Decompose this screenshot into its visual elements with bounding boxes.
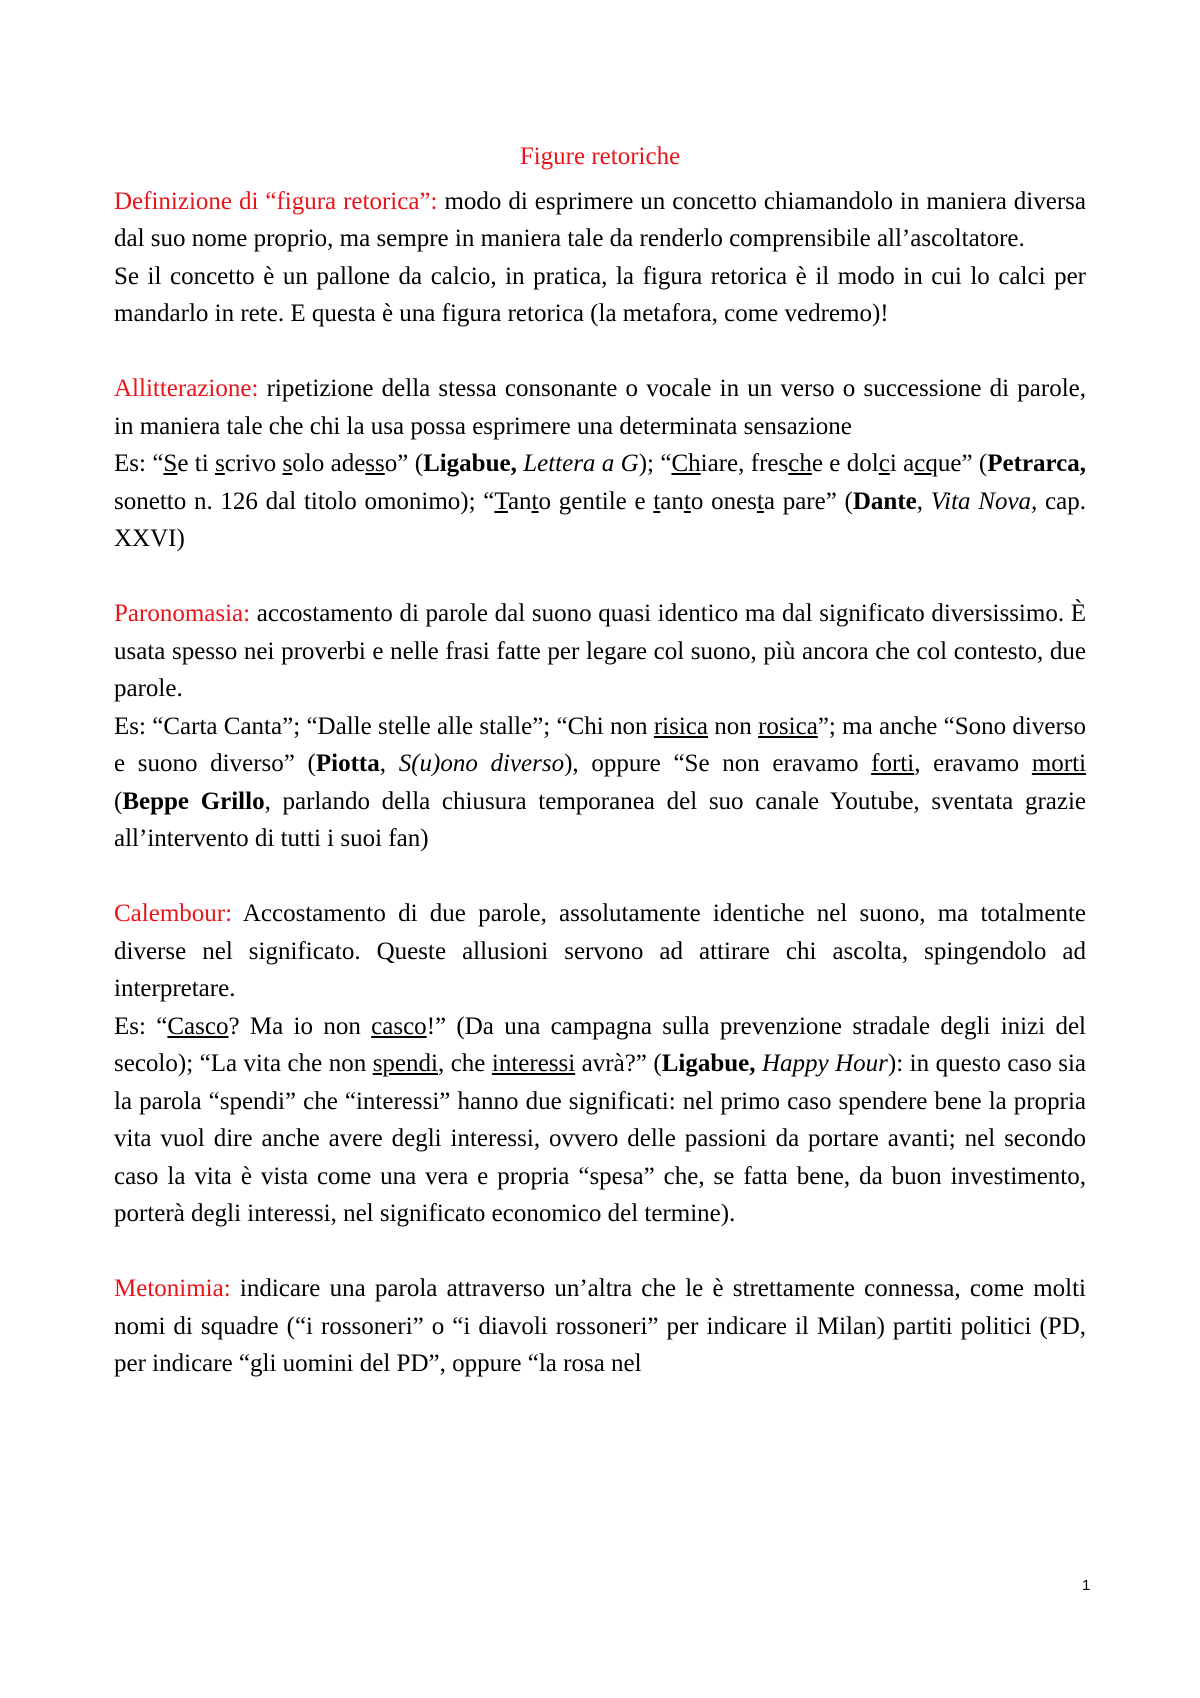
underlined-text: spendi [372,1050,438,1077]
page-number: 1 [1082,1577,1091,1594]
text-run: , parlando della chiusura temporanea del suo canale Youtube, sventata grazie all’intervento di tutti i suoi fan) [114,787,1087,852]
text-run: non [708,712,759,740]
section-paragraph [114,370,1086,445]
text-run: an [507,487,532,515]
term-label: Metonimia: [114,1275,231,1302]
bold-text: Petrarca, [987,450,1087,477]
italic-text: Vita Nova, [930,487,1038,515]
text-run: ripetizione della stessa consonante o vocale in un verso o successione di parole, in maniera tale che chi la usa possa esprimere una determinata sensazione [114,375,1086,440]
underlined-text: morti [1031,750,1087,777]
section-paragraph [114,1270,1086,1383]
underlined-text: s [282,450,293,477]
underlined-text: T [494,487,508,515]
section-paragraph [114,258,1086,333]
text-run: Accostamento di due parole, assolutamente identiche nel suono, ma totalmente diverse nel significato. Queste allusioni servono ad attirare chi ascolta, spingendolo ad interpretare. [114,900,1086,1002]
document-page [114,138,1086,1383]
text-run: an [660,487,684,515]
underlined-text: t [531,487,539,515]
term-label: Allitterazione: [114,375,259,402]
underlined-text: ch [788,450,812,477]
underlined-text: interessi [491,1050,576,1077]
bold-text: Piotta [315,750,380,777]
text-run: , [916,487,931,515]
bold-text: Dante [852,487,917,515]
section-paragraph [114,595,1086,708]
text-run: ): in questo caso sia la parola “spendi” che “interessi” hanno due significati: nel primo caso spendere bene la propria vita vuol dire anche avere degli interessi, ovvero delle passioni da portare avanti; nel secondo caso la vita è vista come una vera e propria “spesa” che, se fatta bene, da buon investimento, porterà degli interessi, nel significato economico del termine). [114,1050,1086,1227]
underlined-text: s [215,450,225,477]
text-run: Es: “ [114,1012,168,1040]
text-run: ), oppure “Se non eravamo [564,750,872,777]
section-paragraph [114,708,1086,858]
text-run: , [379,750,399,777]
text-run: !” (Da una campagna sulla prevenzione stradale degli inizi del secolo); “La vita che non [114,1012,1086,1077]
underlined-text: t [756,487,764,515]
underlined-text: ss [365,450,385,477]
text-run: accostamento di parole dal suono quasi identico ma dal significato diversissimo. È usata spesso nei proverbi e nelle frasi fatte per legare col suono, più ancora che col contesto, due parole. [114,600,1086,702]
term-label: Paronomasia: [114,600,251,627]
underlined-text: rosica [758,712,818,740]
italic-text: Lettera a G [523,450,639,477]
underlined-text: casco [371,1012,427,1040]
text-run: avrà?” ( [575,1050,662,1077]
text-run: ”; ma anche “Sono diverso e suono diverso” ( [114,712,1086,777]
italic-text: Happy Hour [761,1050,888,1077]
sections-container [114,183,1086,1383]
text-run: o ones [690,487,757,515]
underlined-text: Ch [671,450,701,477]
section-paragraph [114,895,1086,1008]
text-run: e ti [177,450,216,477]
bold-text: Ligabue, [661,1050,756,1077]
text-run: sonetto n. 126 dal titolo omonimo); “ [114,487,495,515]
text-run: , che [437,1050,492,1077]
bold-text: Beppe Grillo [122,787,265,815]
underlined-text: S [163,450,178,477]
text-run: ue” ( [937,450,988,477]
underlined-text: t [683,487,691,515]
text-run: , eravamo [914,750,1032,777]
section-paragraph [114,183,1086,258]
text-run: o gentile e [538,487,654,515]
text-run: olo ade [292,450,366,477]
term-label: Definizione di “figura retorica”: [114,187,438,215]
text-run: Es: “ [114,450,164,477]
text-run: ); “ [638,450,672,477]
underlined-text: cq [914,450,938,477]
text-run: ( [114,787,123,815]
text-run: o” ( [384,450,424,477]
term-label: Calembour: [114,900,233,927]
text-run: crivo [224,450,283,477]
text-run: Es: “Carta Canta”; “Dalle stelle alle stalle”; “Chi non [114,712,654,740]
underlined-text: Casco [167,1012,229,1040]
page-title: Figure retoriche [519,143,681,170]
text-run: indicare una parola attraverso un’altra che le è strettamente connessa, come molti nomi di squadre (“i rossoneri” o “i diavoli rossoneri” per indicare il Milan) partiti politici (PD, per indicare “gli uomini del PD”, oppure “la rosa nel [114,1275,1086,1377]
text-run: iare, fres [700,450,789,477]
italic-text: S(u)ono diverso [398,750,565,777]
text-run: Se il concetto è un pallone da calcio, in pratica, la figura retorica è il modo in cui lo calci per mandarlo in rete. E questa è una figura retorica (la metafora, come vedremo)! [114,262,1086,327]
text-run: a pare” ( [763,487,853,515]
bold-text: Ligabue, [423,450,517,477]
text-run: e e dol [811,450,879,477]
section-paragraph [114,1008,1086,1233]
underlined-text: risica [653,712,708,740]
text-run: cap. XXVI) [114,487,1086,552]
underlined-text: forti [871,750,915,777]
underlined-text: c [878,450,890,477]
text-run: modo di esprimere un concetto chiamandolo in maniera diversa dal suo nome proprio, ma sempre in maniera tale da renderlo comprensibile all’ascoltatore. [114,187,1086,252]
text-run: i a [889,450,915,477]
section-paragraph [114,445,1086,558]
underlined-text: t [653,487,661,515]
text-run: ? Ma io non [228,1012,372,1040]
